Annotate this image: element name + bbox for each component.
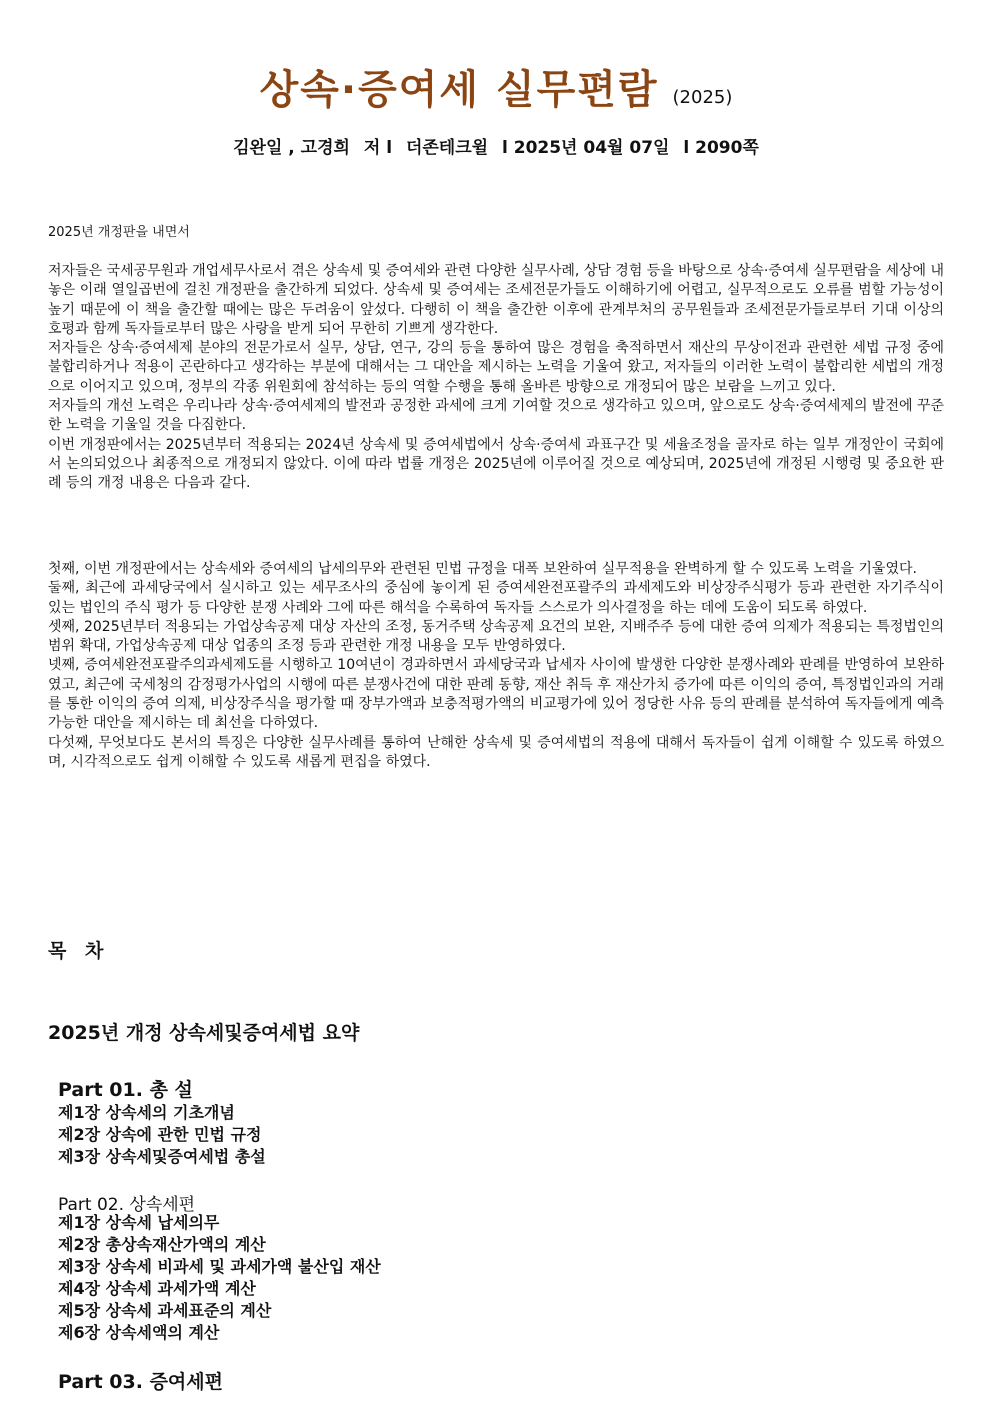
book-date: l 2025년 04월 07일 [502, 138, 670, 158]
preface-point: 셋째, 2025년부터 적용되는 가업상속공제 대상 자산의 조정, 동거주택 상속공제 요건의 보완, 지배주주 등에 대한 증여 의제가 적용되는 특정법인의 범위 확대, 가업상속공제 대상 업종의 조정 등과 관련한 개정 내용을 모두 반영하였다. [48, 618, 944, 655]
preface-point: 다섯째, 무엇보다도 본서의 특징은 다양한 실무사례를 통하여 난해한 상속세 및 증여세법의 적용에 대해서 독자들이 쉽게 이해할 수 있도록 하였으며, 시각적으로도 쉽게 이해할 수 있도록 새롭게 편집을 하였다. [48, 734, 944, 770]
book-edition: (2025) [672, 87, 733, 108]
toc-part-03: Part 03. 증여세편 [58, 1371, 223, 1393]
toc-chapter: 제1장 상속세의 기초개념 [58, 1103, 235, 1122]
toc-chapter: 제2장 상속에 관한 민법 규정 [58, 1125, 262, 1144]
toc-part-01: Part 01. 총 설 [58, 1079, 193, 1101]
preface-point: 넷째, 증여세완전포괄주의과세제도를 시행하고 10여년이 경과하면서 과세당국과 납세자 사이에 발생한 다양한 분쟁사례와 판례를 반영하여 보완하였고, 최근에 국세청의 감정평가사업의 시행에 따른 분쟁사건에 대한 판례 동향, 재산 취득 후 재산가치 증가에 따른 이익의 증여, 특정법인과의 거래를 통한 이익의 증여 의제, 비상장주식을 평가할 때 장부가액과 보충적평가액의 비교평가에 있어 정당한 사유 등의 판례를 분석하여 독자들에게 예측 가능한 대안을 제시하는 데 최선을 다하였다. [48, 657, 944, 732]
book-role: 저 l [363, 138, 393, 158]
toc-chapter: 제2장 총상속재산가액의 계산 [58, 1235, 266, 1254]
toc-part-01-chapters [58, 1102, 266, 1168]
book-meta [0, 133, 992, 158]
preface-paragraph: 저자들은 상속·증여세제 분야의 전문가로서 실무, 상담, 연구, 강의 등을 통하여 많은 경험을 축적하면서 재산의 무상이전과 관련한 세법 규정 중에 불합리하거나 적용이 곤란하다고 생각하는 부분에 대해서는 그 대안을 제시하는 노력을 기울여 왔고, 저자들의 이러한 노력이 불합리한 세법의 개정으로 이어지고 있으며, 정부의 각종 위원회에 참석하는 등의 역할 수행을 통해 올바른 방향으로 개정되어 많은 보람을 느끼고 있다. [48, 340, 944, 395]
toc-part-02: Part 02. 상속세편 [58, 1195, 196, 1215]
preface-paragraph: 저자들의 개선 노력은 우리나라 상속·증여세제의 발전과 공정한 과세에 크게 기여할 것으로 생각하고 있으며, 앞으로도 상속·증여세제의 발전에 꾸준한 노력을 기울일 것을 다짐한다. [48, 398, 944, 434]
preface-paragraph: 저자들은 국세공무원과 개업세무사로서 겪은 상속세 및 증여세와 관련 다양한 실무사례, 상담 경험 등을 바탕으로 상속·증여세 실무편람을 세상에 내놓은 이래 열일곱번에 걸친 개정판을 출간하게 되었다. 상속세 및 증여세는 조세전문가들도 이해하기에 어렵고, 실무적으로도 오류를 범할 가능성이 높기 때문에 이 책을 출간할 때에는 많은 두려움이 앞섰다. 다행히 이 책을 출간한 이후에 관계부처의 공무원들과 조세전문가들로부터 기대 이상의 호평과 함께 독자들로부터 많은 사랑을 받게 되어 무한히 기쁘게 생각한다. [48, 263, 944, 337]
toc-chapter: 제6장 상속세액의 계산 [58, 1323, 220, 1342]
toc-chapter: 제5장 상속세 과세표준의 계산 [58, 1301, 272, 1320]
toc-chapter: 제3장 상속세및증여세법 총설 [58, 1147, 266, 1166]
toc-chapter: 제4장 상속세 과세가액 계산 [58, 1279, 256, 1298]
toc-summary: 2025년 개정 상속세및증여세법 요약 [48, 1022, 360, 1044]
toc-chapter: 제3장 상속세 비과세 및 과세가액 불산입 재산 [58, 1257, 381, 1276]
book-title-row [0, 58, 992, 115]
book-title: 상속·증여세 실무편람 [259, 67, 659, 113]
preface-paragraph: 이번 개정판에서는 2025년부터 적용되는 2024년 상속세 및 증여세법에서 상속·증여세 과표구간 및 세율조정을 골자로 하는 일부 개정안이 국회에서 논의되었으나 최종적으로 개정되지 않았다. 이에 따라 법률 개정은 2025년에 이루어질 것으로 예상되며, 2025년에 개정된 시행령 및 중요한 판례 등의 개정 내용은 다음과 같다. [48, 436, 944, 492]
book-authors: 김완일 , 고경희 [233, 138, 350, 158]
preface-heading: 2025년 개정판을 내면서 [48, 225, 190, 240]
preface-point: 첫째, 이번 개정판에서는 상속세와 증여세의 납세의무와 관련된 민법 규정을 대폭 보완하여 실무적용을 완벽하게 할 수 있도록 노력을 기울였다. [48, 561, 917, 577]
preface-point: 둘째, 최근에 과세당국에서 실시하고 있는 세무조사의 중심에 놓이게 된 증여세완전포괄주의 과세제도와 비상장주식평가 등과 관련한 자기주식이 있는 법인의 주식 평가 등 다양한 분쟁 사례와 그에 따른 해석을 수록하여 독자들 스스로가 의사결정을 하는 데에 도움이 되도록 하였다. [48, 580, 944, 616]
book-pages: l 2090쪽 [683, 138, 759, 158]
book-publisher: 더존테크윌 [405, 138, 489, 158]
preface-intro [48, 262, 944, 494]
toc-title: 목 차 [48, 940, 110, 962]
preface-points [48, 560, 944, 772]
toc-part-02-chapters [58, 1212, 381, 1344]
toc-chapter: 제1장 상속세 납세의무 [58, 1213, 220, 1232]
